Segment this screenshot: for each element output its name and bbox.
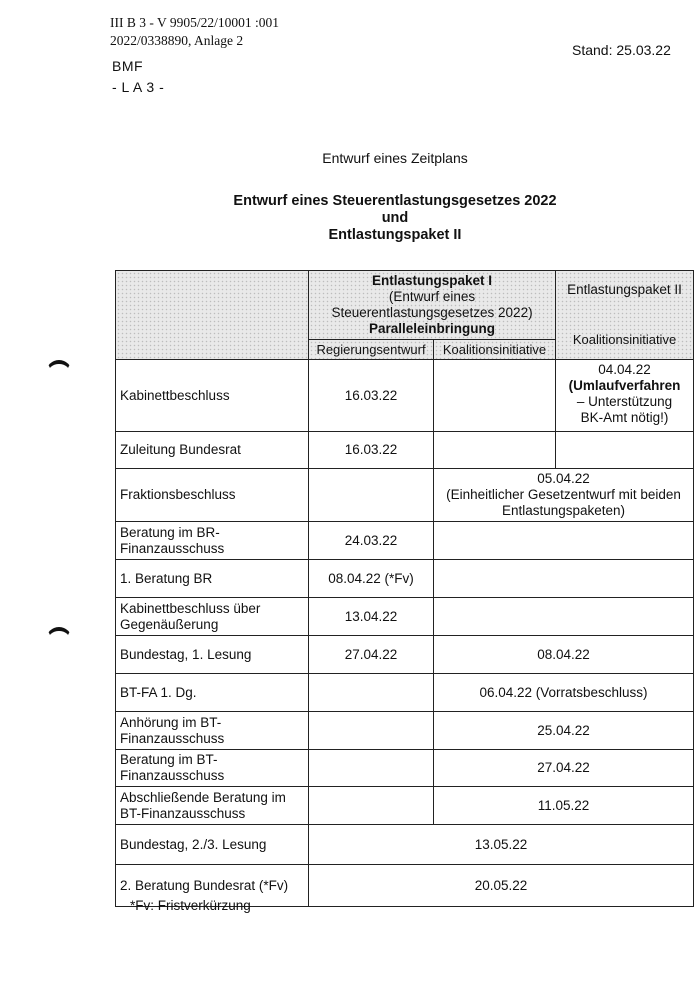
- header-ep2: Entlastungspaket II Koalitionsinitiative: [556, 271, 694, 360]
- issuer-block: [112, 56, 164, 98]
- document-subtitle: Entwurf eines Zeitplans: [322, 150, 468, 166]
- document-title: Entwurf eines Steuerentlastungsgesetzes 2022 und Entlastungspaket II: [233, 193, 557, 243]
- table-row: Beratung im BR-Finanzausschuss 24.03.22: [116, 522, 694, 560]
- table-header-row: [116, 271, 694, 340]
- table-row: Kabinettbeschluss über Gegenäußerung 13.04.22: [116, 598, 694, 636]
- table-row: 2. Beratung Bundesrat (*Fv) 20.05.22: [116, 865, 694, 907]
- schedule-table: [115, 270, 694, 907]
- table-row: Abschließende Beratung im BT-Finanzausschuss 11.05.22: [116, 787, 694, 825]
- table-row: Bundestag, 2./3. Lesung 13.05.22: [116, 825, 694, 865]
- table-row: Bundestag, 1. Lesung 27.04.22 08.04.22: [116, 636, 694, 674]
- punch-hole-mark: [46, 360, 72, 386]
- table-row: Fraktionsbeschluss 05.04.22 (Einheitlicher Gesetzentwurf mit beiden Entlastungspaketen): [116, 469, 694, 522]
- ep2-kabinett-cell: 04.04.22 (Umlaufverfahren – Unterstützung BK-Amt nötig!): [556, 360, 694, 432]
- fraktion-merged-cell: 05.04.22 (Einheitlicher Gesetzentwurf mit beiden Entlastungspaketen): [434, 469, 694, 522]
- header-koalitionsinitiative: Koalitionsinitiative: [434, 340, 556, 360]
- punch-hole-mark: [46, 627, 72, 653]
- table-row: Beratung im BT-Finanzausschuss 27.04.22: [116, 750, 694, 787]
- table-row: Kabinettbeschluss 16.03.22 04.04.22 (Umlaufverfahren – Unterstützung BK-Amt nötig!): [116, 360, 694, 432]
- header-empty-cell: [116, 271, 309, 360]
- footnote: *Fv: Fristverkürzung: [130, 898, 251, 913]
- table-row: 1. Beratung BR 08.04.22 (*Fv): [116, 560, 694, 598]
- table-row: Anhörung im BT-Finanzausschuss 25.04.22: [116, 712, 694, 750]
- status-date: Stand: 25.03.22: [572, 42, 671, 58]
- table-row: BT-FA 1. Dg. 06.04.22 (Vorratsbeschluss): [116, 674, 694, 712]
- table-row: Zuleitung Bundesrat 16.03.22: [116, 432, 694, 469]
- org-name: BMF: [112, 58, 144, 74]
- header-ep1: Entlastungspaket I (Entwurf eines Steuerentlastungsgesetzes 2022) Paralleleinbringung: [309, 271, 556, 340]
- department: - L A 3 -: [112, 79, 165, 95]
- header-regierungsentwurf: Regierungsentwurf: [309, 340, 434, 360]
- reference-number: III B 3 - V 9905/22/10001 :001 2022/0338890, Anlage 2: [110, 15, 280, 48]
